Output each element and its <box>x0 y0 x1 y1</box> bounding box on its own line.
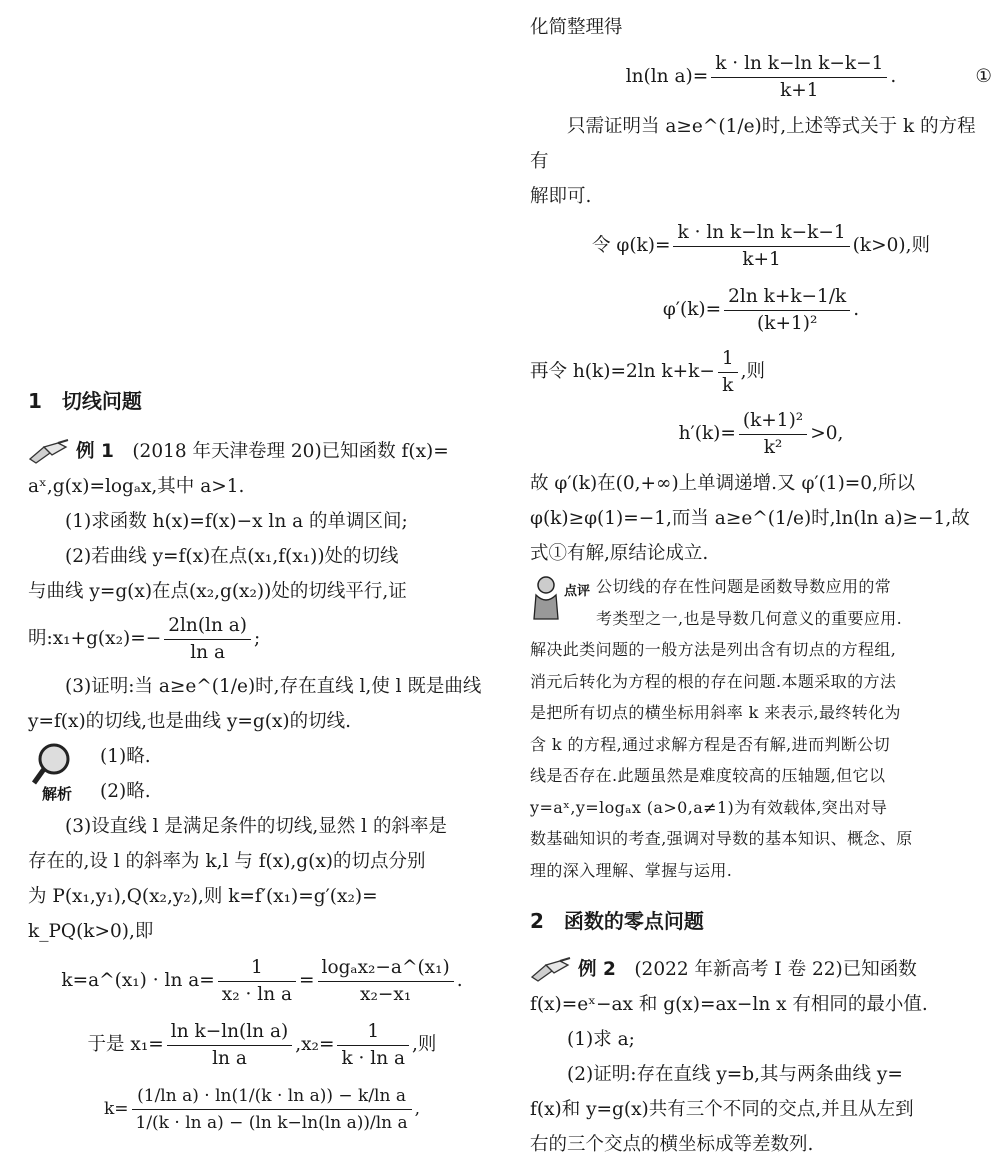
eq1-eq: = <box>299 970 315 991</box>
comment-line6: 含 k 的方程,通过求解方程是否有解,进而判断公切 <box>530 734 891 754</box>
example-1-q2-line2: 与曲线 y=g(x)在点(x₂,g(x₂))处的切线平行,证 <box>28 581 407 602</box>
example-2-line2: f(x)=eˣ−ax 和 g(x)=ax−ln x 有相同的最小值. <box>530 994 928 1015</box>
eq7-den: k² <box>763 436 783 458</box>
right-r2-line2: 解即可. <box>530 186 592 207</box>
eq6-den: (k+1)² <box>757 312 818 334</box>
equation-2 <box>28 1013 496 1077</box>
eq2-frac1-den: ln a <box>212 1047 247 1069</box>
example-1-q3-line2: y=f(x)的切线,也是曲线 y=g(x)的切线. <box>28 711 351 732</box>
section-2-title: 2 函数的零点问题 <box>530 909 704 933</box>
eq5-den: k+1 <box>742 248 781 270</box>
comment-line2: 考类型之一,也是导数几何意义的重要应用. <box>596 608 903 628</box>
eq2-frac2-num: 1 <box>337 1019 409 1046</box>
example-2-line1: (2022 年新高考 Ⅰ 卷 22)已知函数 <box>634 959 917 980</box>
right-r4-line3: 式①有解,原结论成立. <box>530 543 709 564</box>
eq2-mid: ,x₂= <box>295 1034 335 1055</box>
eq6-left: φ′(k)= <box>662 299 722 320</box>
comment-line4: 消元后转化为方程的根的存在问题.本题采取的方法 <box>530 671 897 691</box>
eq4-den: k+1 <box>780 79 819 101</box>
example-1-line1: (2018 年天津卷理 20)已知函数 f(x)= <box>132 441 449 462</box>
section-1-title: 1 切线问题 <box>28 389 142 413</box>
example-1-q2-line1: (2)若曲线 y=f(x)在点(x₁,f(x₁))处的切线 <box>65 546 399 567</box>
analysis-a1: (1)略. <box>100 746 151 767</box>
eq1-end: . <box>456 970 463 991</box>
example-1-q2-line3 <box>28 609 496 669</box>
eq4-left: ln(ln a)= <box>625 66 709 87</box>
eq5-prefix: 令 φ(k)= <box>592 235 671 256</box>
r3-frac <box>718 346 738 399</box>
eq4-num: k · ln k−ln k−k−1 <box>711 51 887 78</box>
comment-figure-icon <box>530 573 591 629</box>
eq2-prefix: 于是 x₁= <box>87 1034 164 1055</box>
r3-prefix: 再令 h(k)=2ln k+k− <box>530 361 715 382</box>
eq4-frac <box>711 51 887 104</box>
eq3-end: , <box>414 1099 421 1119</box>
eq2-frac2 <box>337 1019 409 1072</box>
analysis-a2: (2)略. <box>100 781 151 802</box>
comment-line5: 是把所有切点的横坐标用斜率 k 来表示,最终转化为 <box>530 703 901 722</box>
eq4-end: . <box>890 66 897 87</box>
analysis-a3-line3: 为 P(x₁,y₁),Q(x₂,y₂),则 k=f′(x₁)=g′(x₂)= <box>28 886 378 907</box>
eq6-num: 2ln k+k−1/k <box>724 284 850 311</box>
eq3-left: k= <box>103 1099 129 1119</box>
analysis-block <box>28 739 496 809</box>
eq7-end: >0, <box>810 423 844 444</box>
q2-frac-num: 2ln(ln a) <box>164 613 251 640</box>
equation-3 <box>28 1077 496 1141</box>
example-2-q2-line3: 右的三个交点的横坐标成等差数列. <box>530 1134 814 1155</box>
example-pen-icon <box>28 439 70 465</box>
equation-1 <box>28 949 496 1013</box>
comment-line8: y=aˣ,y=logₐx (a>0,a≠1)为有效载体,突出对导 <box>530 797 888 817</box>
eq2-frac2-den: k · ln a <box>341 1047 406 1069</box>
eq1-left: k=a^(x₁) · ln a= <box>61 970 215 991</box>
comment-icon-label: 点评 <box>564 584 591 599</box>
comment-line7: 线是否存在.此题虽然是难度较高的压轴题,但它以 <box>530 766 886 785</box>
r3-frac-den: k <box>722 374 734 396</box>
eq7-frac <box>739 408 807 461</box>
eq2-frac1 <box>167 1019 292 1072</box>
eq7-left: h′(k)= <box>678 423 736 444</box>
analysis-icon-label: 解析 <box>42 785 73 803</box>
comment-line1: 公切线的存在性问题是函数导数应用的常 <box>596 577 892 596</box>
example-2-q2-line1: (2)证明:存在直线 y=b,其与两条曲线 y= <box>567 1064 903 1085</box>
equation-6 <box>530 278 992 342</box>
equation-7 <box>530 402 992 466</box>
right-r4-line1: 故 φ′(k)在(0,+∞)上单调递增.又 φ′(1)=0,所以 <box>530 473 915 494</box>
eq4-number: ① <box>975 66 992 87</box>
q2-suffix: ; <box>254 628 261 649</box>
example-1-label: 例 1 <box>76 441 114 462</box>
eq1-frac1 <box>218 955 296 1008</box>
eq6-frac <box>724 284 850 337</box>
comment-line3: 解决此类问题的一般方法是列出含有切点的方程组, <box>530 640 897 659</box>
comment-line10: 理的深入理解、掌握与运用. <box>530 860 733 880</box>
r3-suffix: ,则 <box>740 361 766 382</box>
eq2-frac1-num: ln k−ln(ln a) <box>167 1019 292 1046</box>
eq1-frac2 <box>318 955 454 1008</box>
eq5-num: k · ln k−ln k−k−1 <box>673 220 849 247</box>
example-1-header <box>28 434 496 469</box>
right-r2-line1: 只需证明当 a≥e^(1/e)时,上述等式关于 k 的方程有 <box>530 116 976 172</box>
right-column <box>530 0 992 1162</box>
example-1-q3-line1: (3)证明:当 a≥e^(1/e)时,存在直线 l,使 l 既是曲线 <box>65 676 482 697</box>
right-r4-line2: φ(k)≥φ(1)=−1,而当 a≥e^(1/e)时,ln(ln a)≥−1,故 <box>530 508 970 529</box>
q2-prefix: 明:x₁+g(x₂)=− <box>28 628 162 649</box>
analysis-a3-line1: (3)设直线 l 是满足条件的切线,显然 l 的斜率是 <box>65 816 447 837</box>
eq5-frac <box>673 220 849 273</box>
equation-5 <box>530 214 992 278</box>
eq3-den: 1/(k · ln a) − (ln k−ln(ln a))/ln a <box>135 1113 408 1133</box>
eq3-num: (1/ln a) · ln(1/(k · ln a)) − k/ln a <box>132 1083 412 1110</box>
eq1-frac1-den: x₂ · ln a <box>221 983 293 1005</box>
equation-4 <box>530 45 992 109</box>
eq3-frac <box>132 1083 412 1136</box>
top-blank <box>28 0 496 386</box>
comment-line9: 数基础知识的考查,强调对导数的基本知识、概念、原 <box>530 829 913 848</box>
q2-fraction <box>164 613 251 666</box>
right-r3 <box>530 342 992 402</box>
eq1-frac2-den: x₂−x₁ <box>360 983 412 1005</box>
eq1-frac2-num: logₐx₂−a^(x₁) <box>318 955 454 982</box>
analysis-a3-line4: k_PQ(k>0),即 <box>28 921 154 942</box>
example-pen-icon <box>530 957 572 983</box>
example-2-header <box>530 952 992 987</box>
analysis-a3-line2: 存在的,设 l 的斜率为 k,l 与 f(x),g(x)的切点分别 <box>28 851 426 872</box>
example-2-q2-line2: f(x)和 y=g(x)共有三个不同的交点,并且从左到 <box>530 1099 914 1120</box>
comment-block <box>530 571 992 634</box>
example-2-label: 例 2 <box>578 959 616 980</box>
right-r1: 化简整理得 <box>530 17 623 38</box>
example-1-q1: (1)求函数 h(x)=f(x)−x ln a 的单调区间; <box>65 511 408 532</box>
example-1-line2: aˣ,g(x)=logₐx,其中 a>1. <box>28 476 245 497</box>
example-2-q1: (1)求 a; <box>567 1029 635 1050</box>
eq1-frac1-num: 1 <box>218 955 296 982</box>
left-column <box>28 0 496 1141</box>
eq2-suffix: ,则 <box>412 1034 437 1055</box>
q2-frac-den: ln a <box>190 641 225 663</box>
eq7-num: (k+1)² <box>739 408 807 435</box>
r3-frac-num: 1 <box>718 346 738 373</box>
eq5-suffix: (k>0),则 <box>852 235 930 256</box>
magnifier-icon <box>28 741 90 805</box>
eq6-end: . <box>853 299 860 320</box>
